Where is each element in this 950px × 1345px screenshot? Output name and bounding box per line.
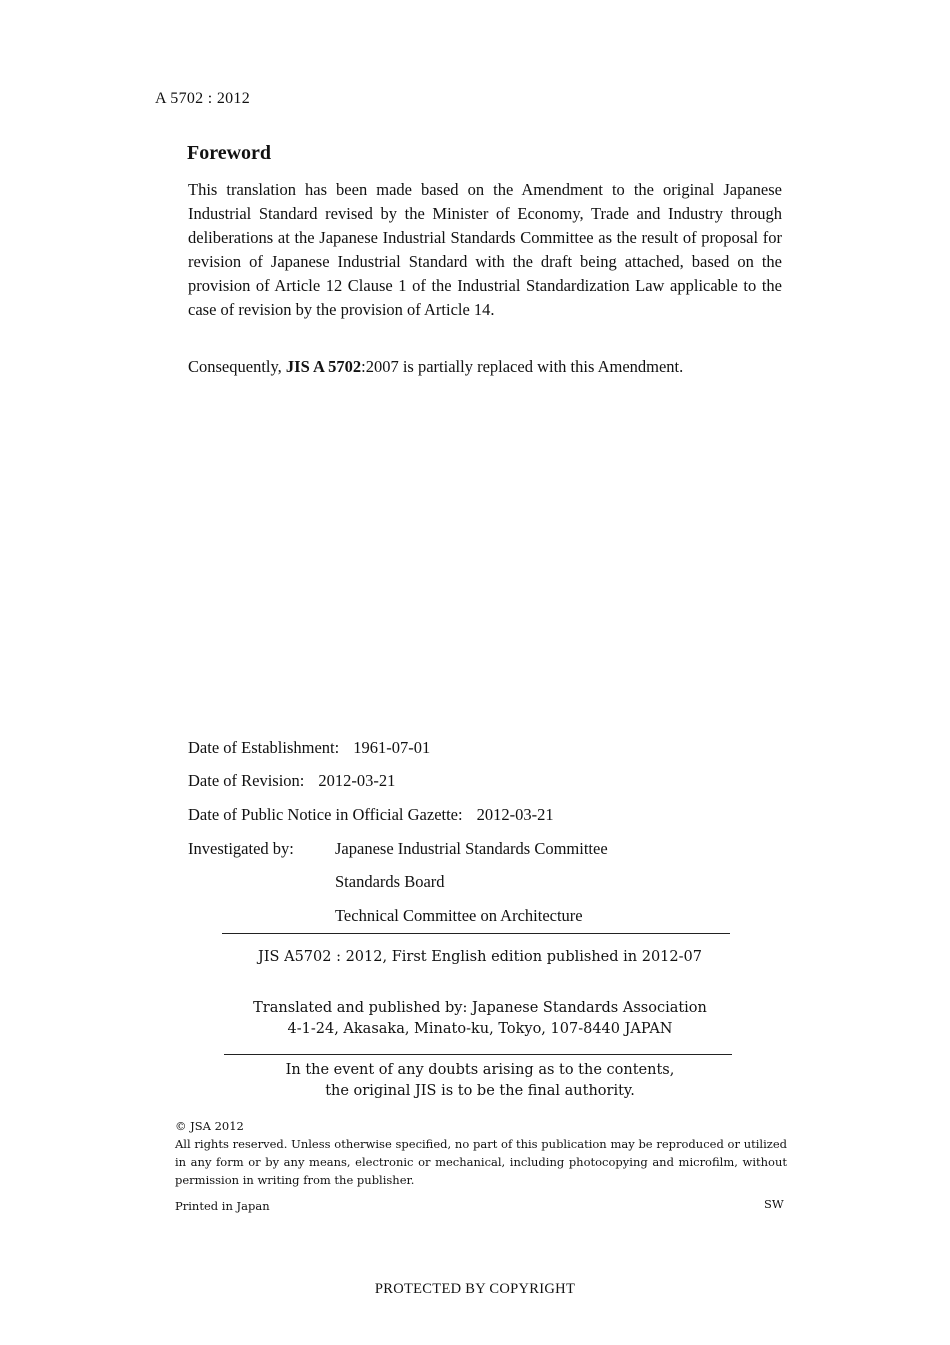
paragraph-2-prefix: Consequently, (188, 357, 286, 376)
revision-date-row (188, 771, 395, 791)
investigated-row (188, 839, 294, 859)
investigated-line-3: Technical Committee on Architecture (335, 906, 583, 925)
authority-line-2: the original JIS is to be the final authority. (325, 1083, 635, 1099)
copyright-footer: PROTECTED BY COPYRIGHT (374, 1281, 576, 1297)
foreword-title: Foreword (187, 142, 272, 164)
revision-value: 2012-03-21 (318, 771, 396, 790)
printed-in: Printed in Japan (175, 1199, 270, 1213)
investigated-label: Investigated by: (188, 839, 294, 858)
authority-line-1: In the event of any doubts arising as to the contents, (285, 1062, 675, 1078)
establishment-date-row (188, 738, 430, 758)
printer-code: SW (764, 1197, 784, 1211)
establishment-label: Date of Establishment: (188, 738, 340, 757)
standard-reference: JIS A 5702 (285, 357, 362, 376)
publisher-block (175, 998, 785, 1040)
divider-bottom (224, 1054, 732, 1055)
divider-top (222, 933, 730, 934)
foreword-paragraph-1: This translation has been made based on the Amendment to the original Japanese Industrial Standard revised by the Minister of Economy, Trade and Industry through deliberations at the Japanese Industrial Standards Committee as the result of proposal for revision of Japanese Industrial Standard with the draft being attached, based on the provision of Article 12 Clause 1 of the Industrial Standardization Law applicable to the case of revision by the provision of Article 14. (188, 180, 782, 319)
investigated-line-2: Standards Board (335, 872, 445, 891)
publisher-line-2: 4-1-24, Akasaka, Minato-ku, Tokyo, 107-8440 JAPAN (287, 1021, 673, 1037)
rights-notice: All rights reserved. Unless otherwise specified, no part of this publication may be reproduced or utilized in any form or by any means, electronic or mechanical, including photocopying and microfilm, without permission in writing from the publisher. (175, 1137, 787, 1187)
copyright-notice: © JSA 2012 (175, 1119, 244, 1133)
establishment-value: 1961-07-01 (353, 738, 431, 757)
gazette-label: Date of Public Notice in Official Gazette: (188, 805, 463, 824)
gazette-value: 2012-03-21 (476, 805, 554, 824)
edition-line: JIS A5702 : 2012, First English edition published in 2012-07 (258, 949, 702, 965)
foreword-paragraph-2 (188, 355, 782, 379)
investigated-line-1: Japanese Industrial Standards Committee (335, 839, 608, 858)
paragraph-2-suffix: :2007 is partially replaced with this Amendment. (361, 357, 684, 376)
standard-code: A 5702 : 2012 (155, 90, 251, 107)
authority-block (175, 1060, 785, 1102)
publisher-line-1: Translated and published by: Japanese Standards Association (253, 1000, 707, 1016)
gazette-date-row (188, 805, 554, 825)
revision-label: Date of Revision: (188, 771, 305, 790)
